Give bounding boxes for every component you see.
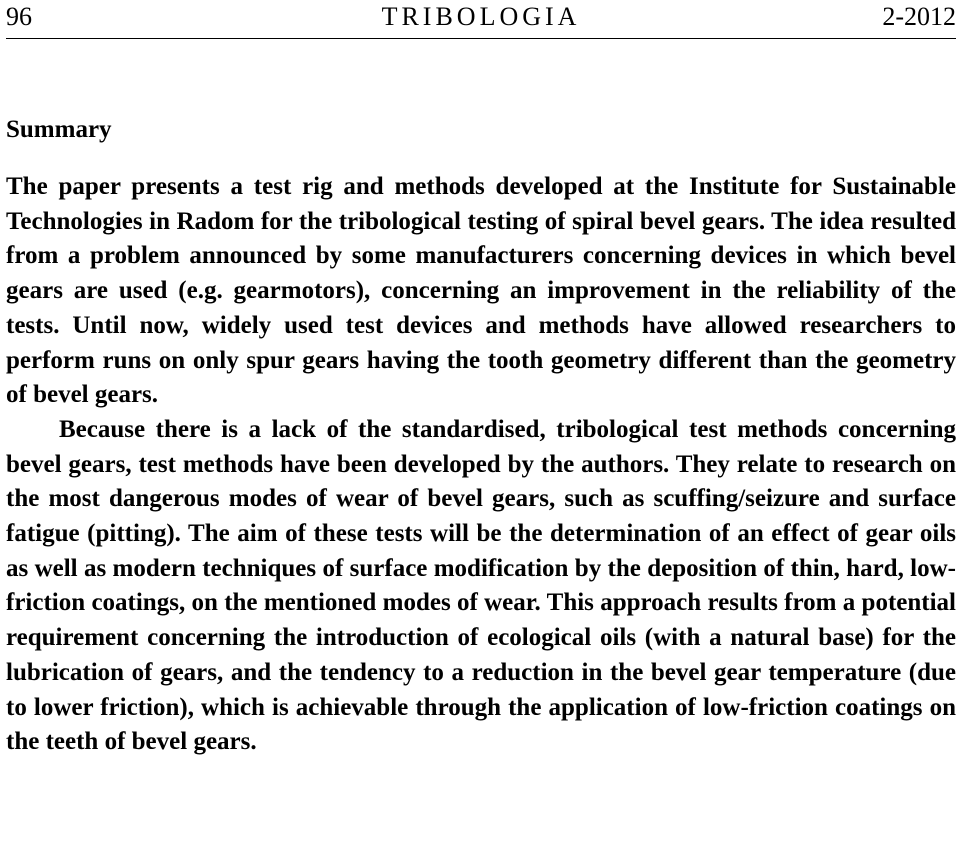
summary-body xyxy=(6,170,956,760)
summary-paragraph-1: The paper presents a test rig and methods developed at the Institute for Sustainable Technologies in Radom for the tribological testing of spiral bevel gears. The idea resulted from a problem announced by some manufacturers concerning devices in which bevel gears are used (e.g. gearmotors), concerning an improvement in the reliability of the tests. Until now, widely used test devices and methods have allowed researchers to perform runs on only spur gears having the tooth geometry different than the geometry of bevel gears. xyxy=(6,173,956,409)
issue-number: 2-2012 xyxy=(882,2,956,31)
running-header xyxy=(6,0,956,39)
summary-heading: Summary xyxy=(6,116,112,143)
page-number: 96 xyxy=(6,2,32,31)
journal-title: TRIBOLOGIA xyxy=(381,2,581,31)
summary-paragraph-2: Because there is a lack of the standardised, tribological test methods concerning bevel gears, test methods have been developed by the authors. They relate to research on the most dangerous modes of wear of bevel gears, such as scuffing/seizure and surface fatigue (pitting). The aim of these tests will be the determination of an effect of gear oils as well as modern techniques of surface modification by the deposition of thin, hard, low-friction coatings, on the mentioned modes of wear. This approach results from a potential requirement concerning the introduction of ecological oils (with a natural base) for the lubrication of gears, and the tendency to a reduction in the bevel gear temperature (due to lower friction), which is achievable through the application of low-friction coatings on the teeth of bevel gears. xyxy=(6,415,956,756)
